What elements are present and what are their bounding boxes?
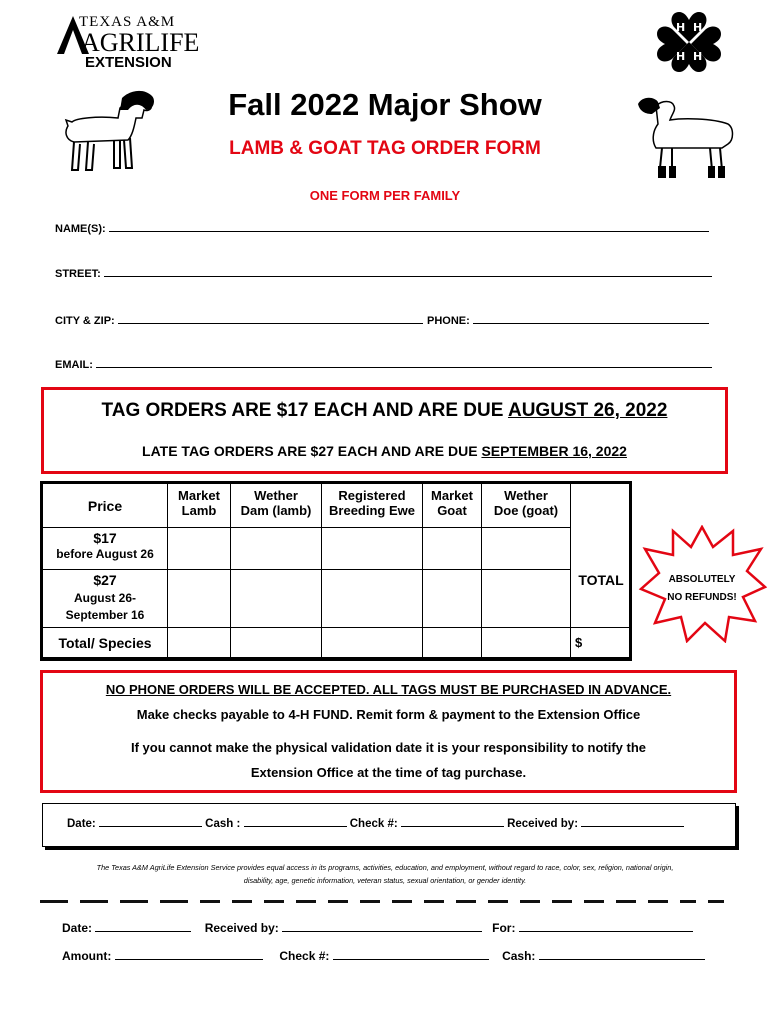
cell-total-wether-doe[interactable] xyxy=(482,628,571,658)
no-phone-orders: NO PHONE ORDERS WILL BE ACCEPTED. ALL TAGS MUST BE PURCHASED IN ADVANCE. xyxy=(105,682,672,697)
cell-17-market-lamb[interactable] xyxy=(168,528,231,570)
street-field[interactable] xyxy=(55,267,712,280)
names-label: NAME(S): xyxy=(55,223,106,235)
cell-17-wether-doe[interactable] xyxy=(482,528,571,570)
form-subtitle: LAMB & GOAT TAG ORDER FORM xyxy=(229,138,541,159)
deadline-notice-box xyxy=(41,387,728,474)
cell-total-market-lamb[interactable] xyxy=(168,628,231,658)
cell-17-wether-dam[interactable] xyxy=(231,528,322,570)
four-h-clover-icon xyxy=(653,8,725,82)
receipt-amount-input[interactable] xyxy=(115,950,263,960)
email-field[interactable] xyxy=(55,358,712,371)
street-label: STREET: xyxy=(55,268,101,280)
office-cash-input[interactable] xyxy=(244,817,347,827)
office-cash-label: Cash : xyxy=(205,818,241,830)
agrilife-logo xyxy=(55,14,200,71)
receipt-check-label: Check #: xyxy=(279,949,330,963)
email-label: EMAIL: xyxy=(55,359,93,371)
svg-text:H: H xyxy=(676,21,686,34)
receipt-date-label: Date: xyxy=(62,921,93,935)
cell-17-breeding-ewe[interactable] xyxy=(322,528,423,570)
cell-total-breeding-ewe[interactable] xyxy=(322,628,423,658)
office-date-input[interactable] xyxy=(99,817,202,827)
instructions-box xyxy=(40,670,737,793)
receipt-date-input[interactable] xyxy=(95,922,191,932)
cell-27-breeding-ewe[interactable] xyxy=(322,570,423,628)
office-received-input[interactable] xyxy=(581,817,684,827)
office-date-label: Date: xyxy=(67,818,96,830)
total-label: TOTAL xyxy=(571,484,632,628)
deadline-late-date: SEPTEMBER 16, 2022 xyxy=(481,443,627,459)
col-breeding-ewe: Registered Breeding Ewe xyxy=(322,484,423,528)
office-received-label: Received by: xyxy=(507,818,579,830)
svg-text:H: H xyxy=(693,50,703,63)
receipt-received-label: Received by: xyxy=(204,921,279,935)
receipt-cash-label: Cash: xyxy=(502,949,536,963)
office-check-label: Check #: xyxy=(349,818,398,830)
receipt-row-1 xyxy=(62,921,693,935)
cell-total-wether-dam[interactable] xyxy=(231,628,322,658)
phone-field[interactable] xyxy=(427,314,709,327)
deadline-main-date: AUGUST 26, 2022 xyxy=(507,400,668,421)
col-wether-doe: Wether Doe (goat) xyxy=(482,484,571,528)
receipt-check-input[interactable] xyxy=(333,950,489,960)
grand-total-cell[interactable]: $ xyxy=(571,628,632,658)
city-zip-label: CITY & ZIP: xyxy=(55,315,115,327)
svg-text:H: H xyxy=(693,21,703,34)
price-row-27: $27 August 26- September 16 xyxy=(43,570,168,628)
one-form-note: ONE FORM PER FAMILY xyxy=(309,188,461,203)
deadline-main: TAG ORDERS ARE $17 EACH AND ARE DUE AUGUST 26, 2022 xyxy=(101,400,668,421)
checks-payable: Make checks payable to 4-H FUND. Remit form & payment to the Extension Office xyxy=(136,707,641,722)
logo-extension: EXTENSION xyxy=(85,54,172,71)
logo-agrilife: AGRILIFE xyxy=(81,28,200,57)
col-market-lamb: Market Lamb xyxy=(168,484,231,528)
receipt-for-label: For: xyxy=(492,921,516,935)
cell-total-market-goat[interactable] xyxy=(423,628,482,658)
no-refunds-badge: ABSOLUTELY NO REFUNDS! xyxy=(667,574,737,603)
validation-note-1: If you cannot make the physical validation date it is your responsibility to notify the xyxy=(130,740,647,755)
office-check-input[interactable] xyxy=(401,817,504,827)
col-wether-dam: Wether Dam (lamb) xyxy=(231,484,322,528)
receipt-received-input[interactable] xyxy=(282,922,482,932)
phone-label: PHONE: xyxy=(427,315,470,327)
svg-text:H: H xyxy=(676,50,686,63)
total-species-label: Total/ Species xyxy=(43,628,168,658)
receipt-row-2 xyxy=(62,949,705,963)
deadline-late: LATE TAG ORDERS ARE $27 EACH AND ARE DUE SEPTEMBER 16, 2022 xyxy=(142,443,627,459)
page-title: Fall 2022 Major Show xyxy=(228,87,542,122)
office-use-fields xyxy=(67,817,684,830)
cell-27-wether-dam[interactable] xyxy=(231,570,322,628)
receipt-amount-label: Amount: xyxy=(62,949,112,963)
cell-17-market-goat[interactable] xyxy=(423,528,482,570)
validation-note-2: Extension Office at the time of tag purchase. xyxy=(250,765,527,780)
city-zip-field[interactable] xyxy=(55,314,423,327)
receipt-cash-input[interactable] xyxy=(539,950,705,960)
col-market-goat: Market Goat xyxy=(423,484,482,528)
cell-27-market-goat[interactable] xyxy=(423,570,482,628)
cell-27-market-lamb[interactable] xyxy=(168,570,231,628)
logo-texas-am: TEXAS A&M xyxy=(79,14,176,30)
receipt-for-input[interactable] xyxy=(519,922,693,932)
price-row-17: $17 before August 26 xyxy=(43,528,168,570)
cell-27-wether-doe[interactable] xyxy=(482,570,571,628)
office-use-box xyxy=(42,803,736,847)
names-field[interactable] xyxy=(55,222,709,235)
tag-order-table xyxy=(42,483,632,658)
equal-access-disclaimer: The Texas A&M AgriLife Extension Service provides equal access in its programs, activities, education, and employment, without regard to race, color, sex, religion, national origin, disability, age, genetic information, veteran status, sexual orientation, or gender identity. xyxy=(96,863,674,885)
price-header: Price xyxy=(43,484,168,528)
